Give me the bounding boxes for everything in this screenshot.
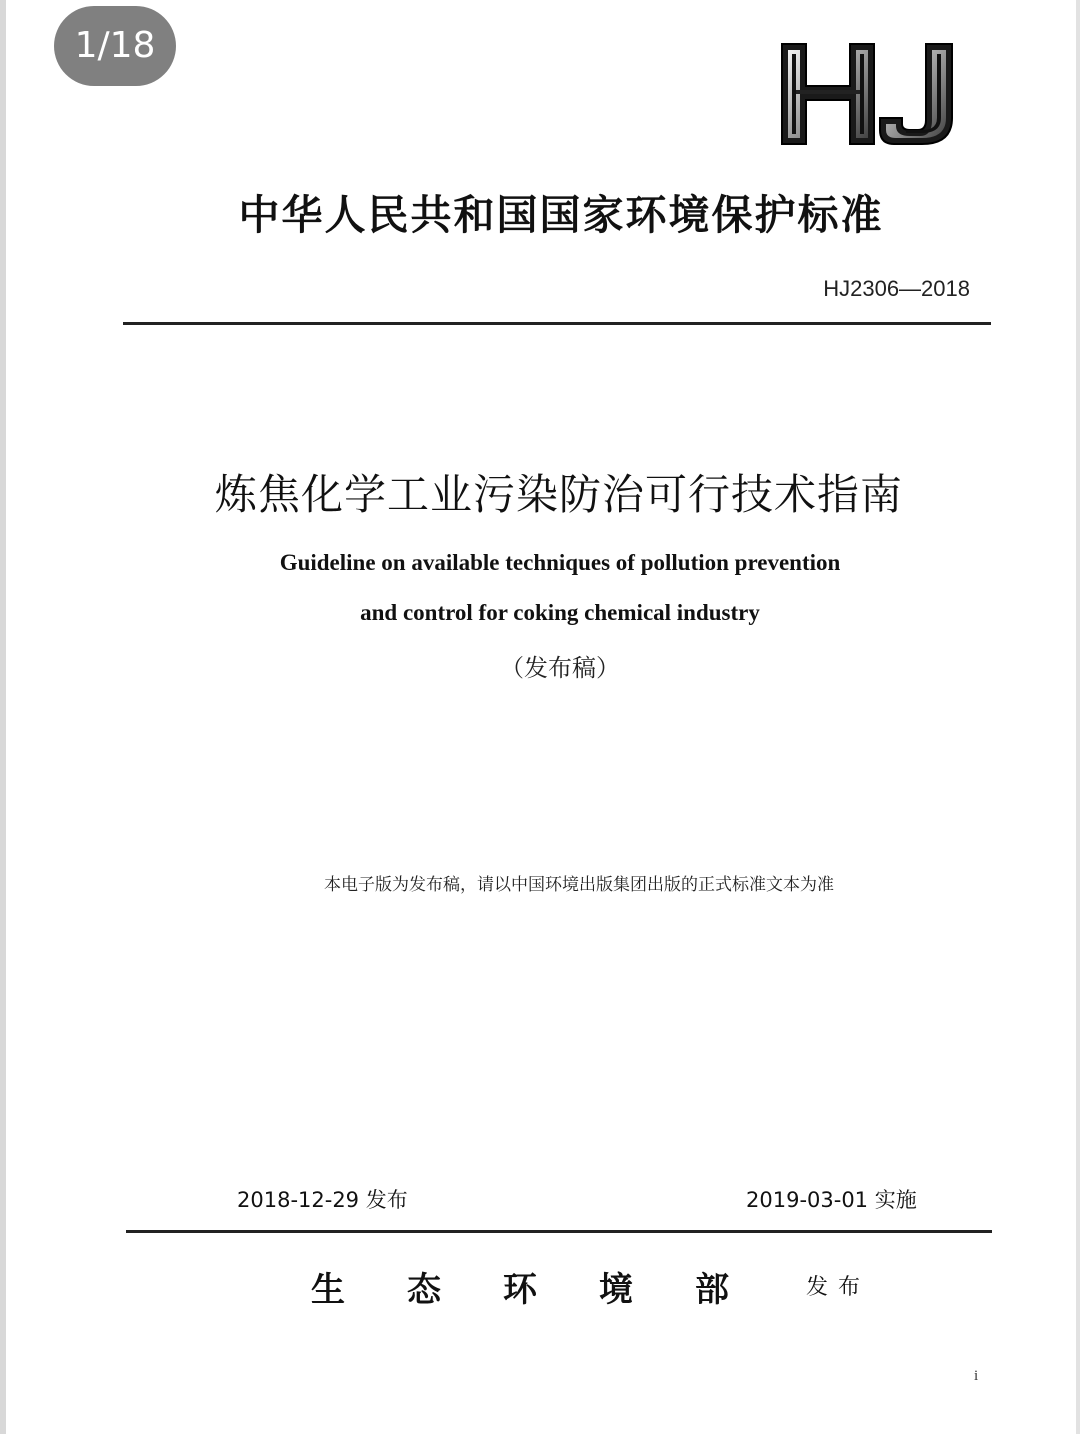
footer-divider	[126, 1230, 992, 1233]
standard-code: HJ2306—2018	[823, 276, 970, 301]
viewer-right-edge	[1076, 0, 1080, 1434]
publish-verb: 发布	[806, 1275, 871, 1300]
document-title-en-line1: Guideline on available techniques of pollution prevention	[279, 550, 841, 575]
issue-date: 2018-12-29 发布	[237, 1188, 408, 1212]
document-title-en-line2: and control for coking chemical industry	[360, 600, 760, 625]
publisher-name: 生态环境部	[311, 1270, 791, 1310]
effective-date: 2019-03-01 实施	[746, 1188, 917, 1212]
hj-logo	[776, 40, 961, 148]
document-page[interactable]	[6, 0, 1076, 1434]
document-status: （发布稿）	[500, 654, 620, 682]
page-number: i	[974, 1368, 979, 1384]
hj-logo-graphic	[776, 40, 961, 148]
edition-notice: 本电子版为发布稿，请以中国环境出版集团出版的正式标准文本为准	[324, 875, 834, 895]
org-title: 中华人民共和国国家环境保护标准	[238, 191, 884, 239]
page-indicator-badge: 1/18	[54, 6, 176, 86]
document-title-cn: 炼焦化学工业污染防治可行技术指南	[214, 470, 903, 519]
header-divider	[123, 322, 991, 325]
